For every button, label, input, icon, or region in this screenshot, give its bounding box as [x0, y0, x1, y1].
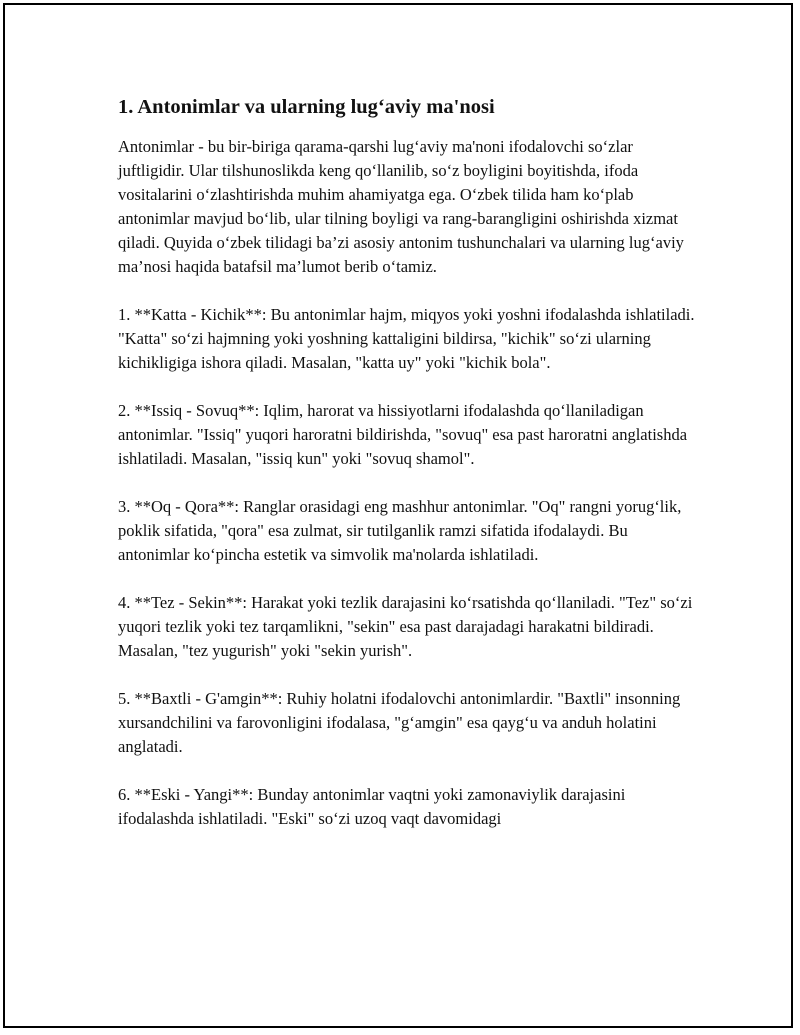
intro-paragraph: Antonimlar - bu bir-biriga qarama-qarshi lug‘aviy ma'noni ifodalovchi so‘zlar juftligidir. Ular tilshunoslikda keng qo‘llanilib, so‘z boyligini boyitishda, ifoda vositalarini o‘zlashtirishda muhim ahamiyatga ega. O‘zbek tilida ham ko‘plab antonimlar mavjud bo‘lib, ular tilning boyligi va rang-barangligini oshirishda xizmat qiladi. Quyida o‘zbek tilidagi ba’zi asosiy antonim tushunchalari va ularning lug‘aviy ma’nosi haqida batafsil ma’lumot berib o‘tamiz. — [118, 137, 684, 276]
list-item-baxtli-gamgin: 5. **Baxtli - G'amgin**: Ruhiy holatni ifodalovchi antonimlardir. "Baxtli" insonning xursandchilini va farovonligini ifodalasa, "g‘amgin" esa qayg‘u va anduh holatini anglatadi. — [118, 689, 681, 756]
list-item-oq-qora: 3. **Oq - Qora**: Ranglar orasidagi eng mashhur antonimlar. "Oq" rangni yorug‘lik, poklik sifatida, "qora" esa zulmat, sir tutilganlik ramzi sifatida ifodalaydi. Bu antonimlar ko‘pincha estetik va simvolik ma'nolarda ishlatiladi. — [118, 497, 682, 564]
list-item-katta-kichik: 1. **Katta - Kichik**: Bu antonimlar hajm, miqyos yoki yoshni ifodalashda ishlatiladi. "Katta" so‘zi hajmning yoki yoshning kattaligini bildirsa, "kichik" so‘zi ularning kichikligiga ishora qiladi. Masalan, "katta uy" yoki "kichik bola". — [118, 305, 695, 372]
list-item-eski-yangi: 6. **Eski - Yangi**: Bunday antonimlar vaqtni yoki zamonaviylik darajasini ifodalashda ishlatiladi. "Eski" so‘zi uzoq vaqt davomidagi — [118, 785, 626, 828]
document-body — [118, 93, 698, 855]
section-heading: 1. Antonimlar va ularning lug‘aviy ma'nosi — [118, 96, 495, 118]
list-item-tez-sekin: 4. **Tez - Sekin**: Harakat yoki tezlik darajasini ko‘rsatishda qo‘llaniladi. "Tez" so‘zi yuqori tezlik yoki tez tarqamlikni, "sekin" esa past darajadagi harakatni bildiradi. Masalan, "tez yugurish" yoki "sekin yurish". — [118, 593, 693, 660]
list-item-issiq-sovuq: 2. **Issiq - Sovuq**: Iqlim, harorat va hissiyotlarni ifodalashda qo‘llaniladigan antonimlar. "Issiq" yuqori haroratni bildirishda, "sovuq" esa past haroratni anglatishda ishlatiladi. Masalan, "issiq kun" yoki "sovuq shamol". — [118, 401, 688, 468]
